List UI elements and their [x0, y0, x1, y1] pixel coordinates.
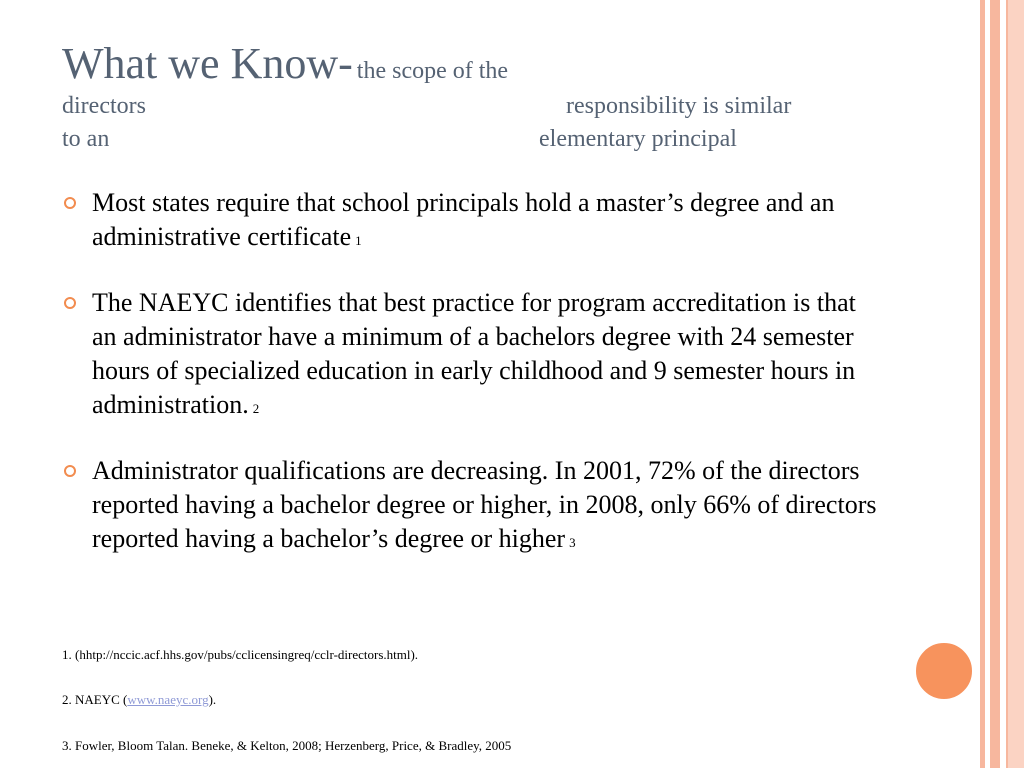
bullet-item: [62, 286, 882, 426]
decor-stripe: [980, 0, 985, 768]
bullet-text: Administrator qualifications are decreasing. In 2001, 72% of the directors reported having a bachelor degree or higher, in 2008, only 66% of directors reported having a bachelor’s degree or higher: [92, 456, 877, 553]
bullet-circle-icon: [64, 197, 76, 209]
title-main: What we Know-: [62, 39, 353, 88]
footnote-1: 1. (hhtp://nccic.acf.hhs.gov/pubs/cclicensingreq/cclr-directors.html).: [62, 647, 419, 662]
bullet-ref: 3: [569, 535, 576, 550]
bullet-list: [62, 186, 882, 588]
naeyc-link[interactable]: www.naeyc.org: [127, 692, 209, 707]
title-line3-right: elementary principal: [539, 126, 737, 152]
title-line2-right: responsibility is similar: [566, 93, 792, 119]
bullet-item: [62, 186, 882, 258]
footnote-2: [62, 692, 216, 708]
title-line2-left: directors: [62, 93, 146, 119]
bullet-item: [62, 454, 882, 560]
decor-circle: [913, 640, 975, 702]
bullet-circle-icon: [64, 465, 76, 477]
bullet-text: The NAEYC identifies that best practice for program accreditation is that an administrator have a minimum of a bachelors degree with 24 semester hours of specialized education in early childhood and 9 semester hours in administration.: [92, 288, 856, 419]
title-line3-left: to an: [62, 126, 110, 152]
bullet-circle-icon: [64, 297, 76, 309]
slide-title: [62, 40, 912, 88]
title-sub: the scope of the: [356, 58, 509, 84]
bullet-ref: 1: [355, 233, 362, 248]
footnote-2-suffix: ).: [208, 692, 217, 707]
bullet-text: Most states require that school principals hold a master’s degree and an administrative certificate: [92, 188, 835, 251]
footnote-3: 3. Fowler, Bloom Talan. Beneke, & Kelton, 2008; Herzenberg, Price, & Bradley, 2005: [62, 738, 512, 753]
decor-stripe: [1006, 0, 1008, 768]
decor-stripe: [990, 0, 1000, 768]
decor-stripe: [1006, 0, 1024, 768]
footnote-2-prefix: 2. NAEYC (: [62, 692, 128, 707]
bullet-ref: 2: [252, 401, 260, 416]
